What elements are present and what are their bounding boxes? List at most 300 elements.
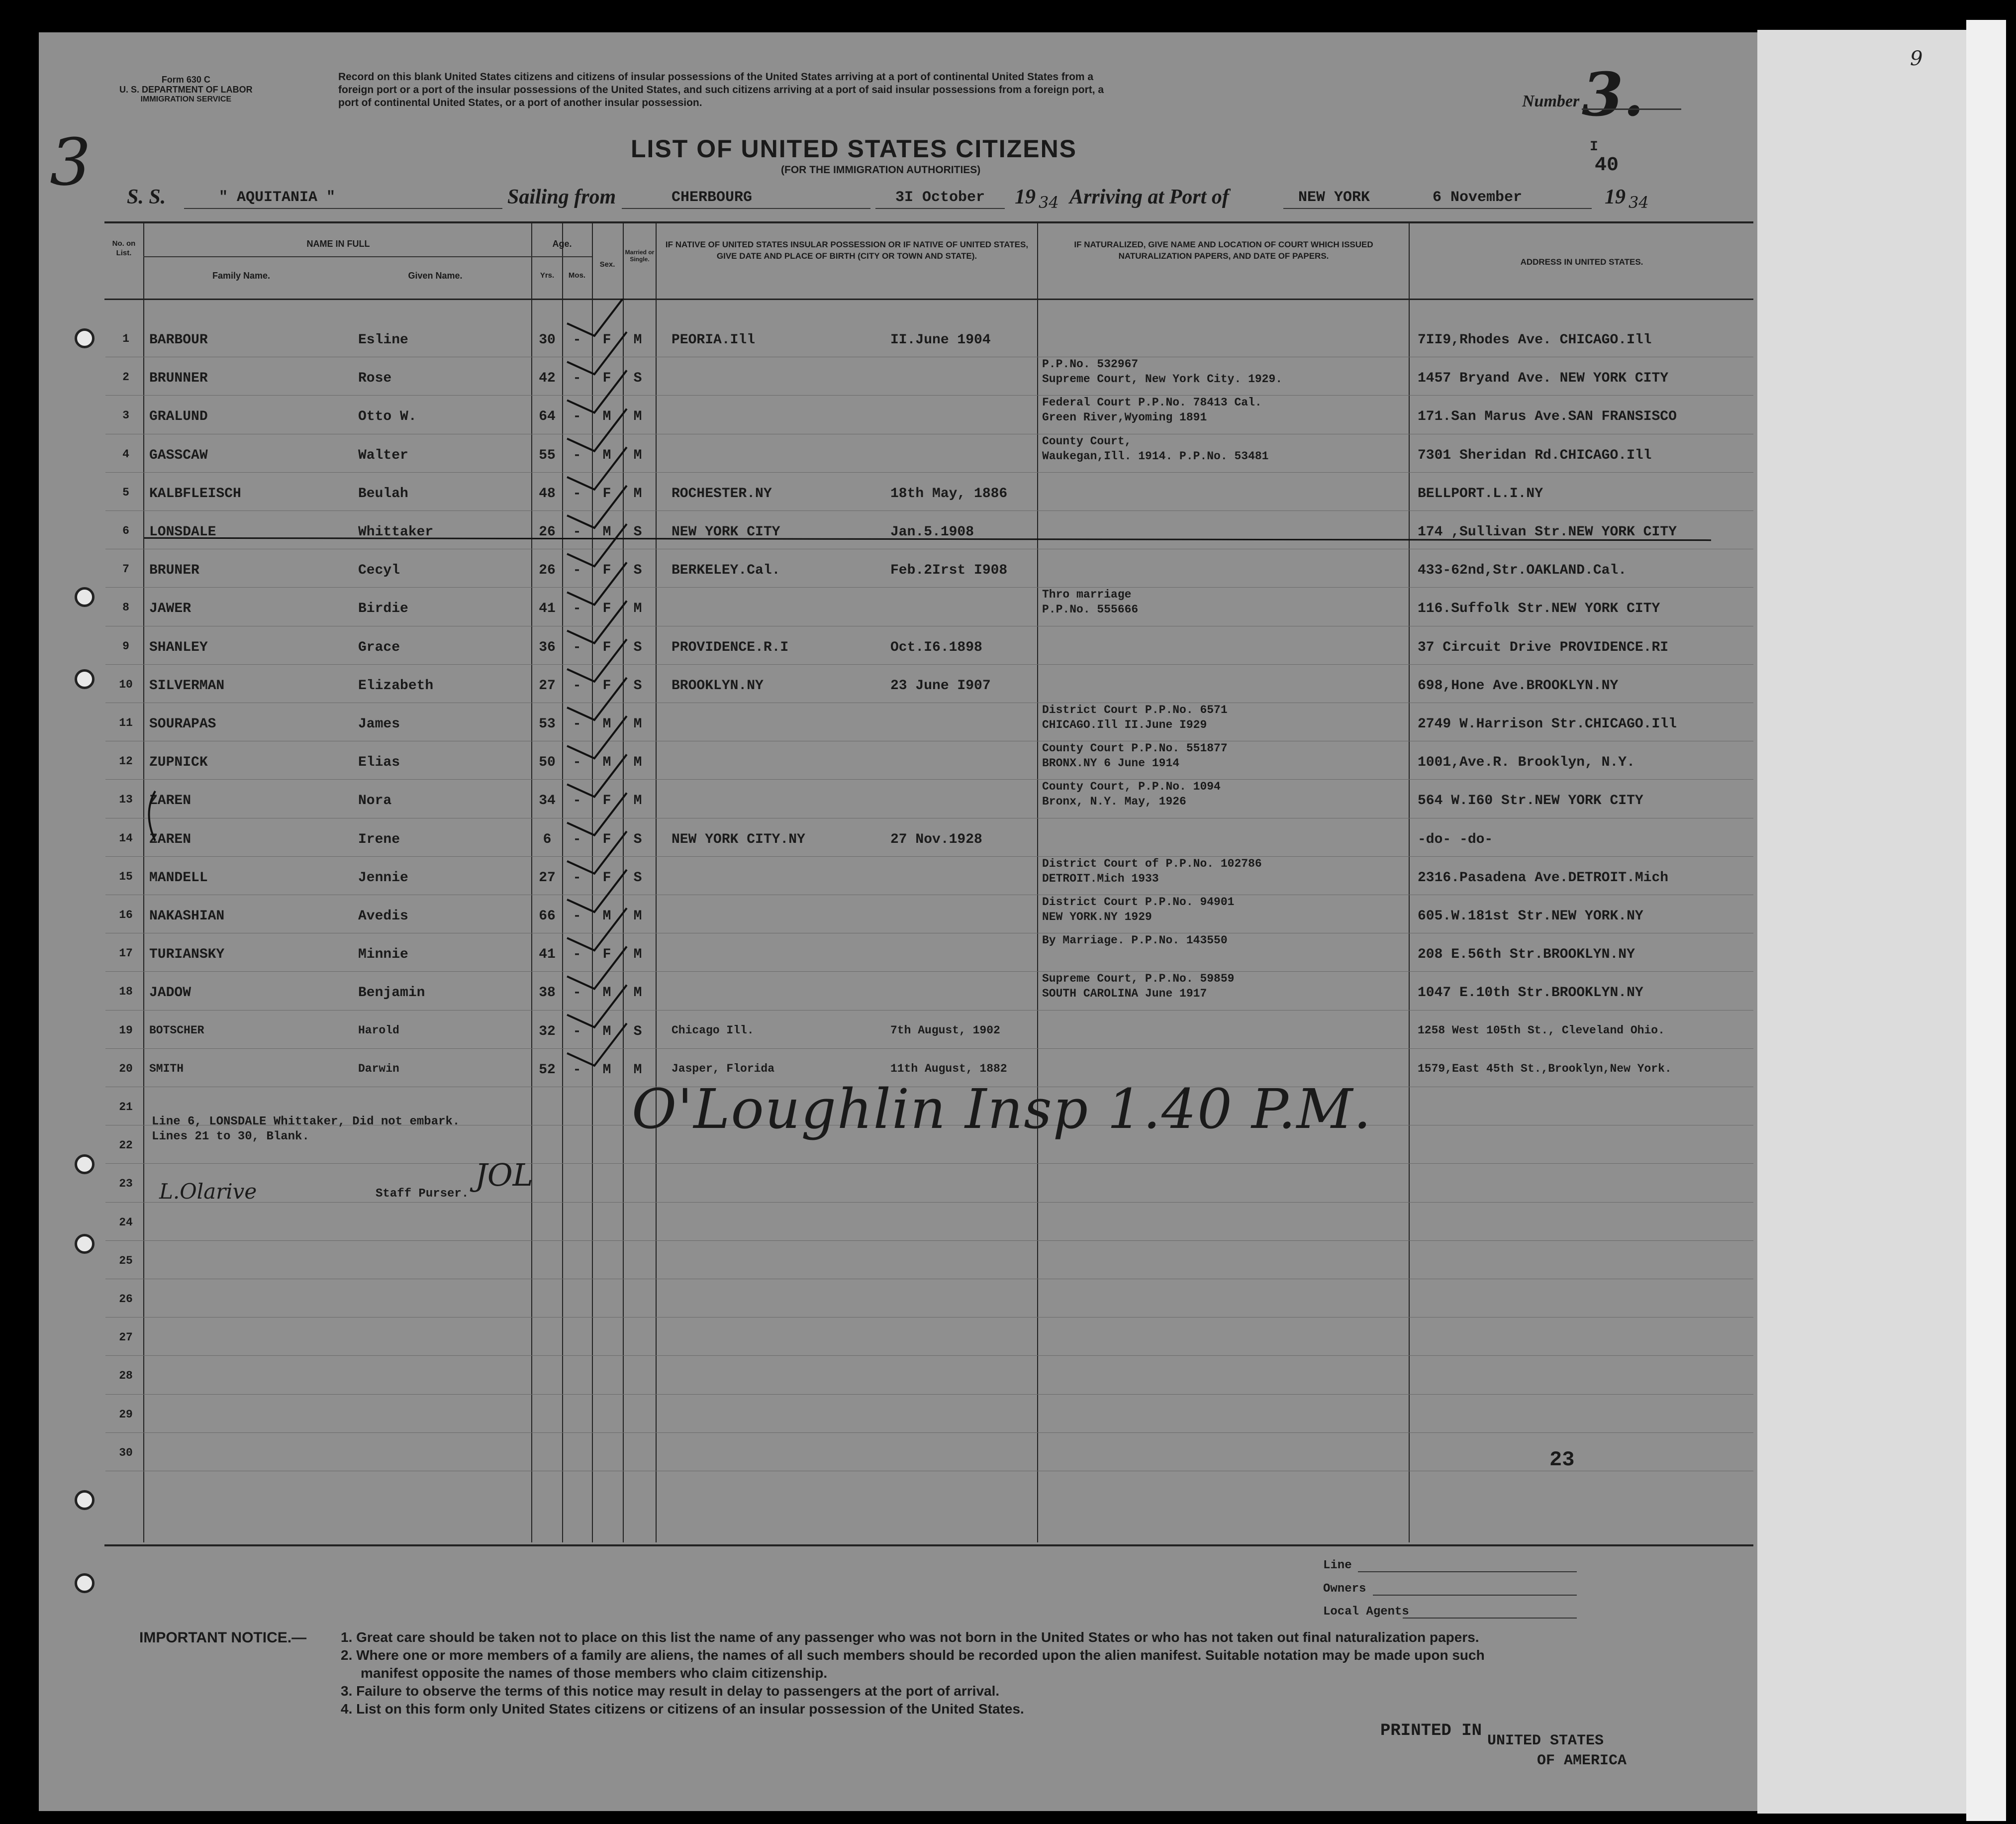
family-name: TURIANSKY [149,947,225,963]
birth-place: Jasper, Florida [672,1062,775,1075]
row-rule [105,587,1753,588]
row-number: 22 [119,1139,133,1152]
arrival-year: 34 [1629,193,1649,212]
family-name: SMITH [149,1062,184,1075]
age-months: - [573,793,581,809]
row-number: 23 [119,1177,133,1191]
marital-status: M [633,793,642,809]
sex: M [602,716,611,732]
sailing-year: 34 [1039,193,1059,212]
address: 1579,East 45th St.,Brooklyn,New York. [1418,1062,1672,1075]
sex: M [602,1023,611,1039]
page-ref-top: I [1590,139,1598,155]
address: 1001,Ave.R. Brooklyn, N.Y. [1418,755,1635,771]
from-underline [622,208,870,209]
sex: F [602,793,611,809]
notes-block [152,1115,460,1144]
row-rule [105,1163,1753,1164]
header-age: Age. [552,239,572,249]
address: 698,Hone Ave.BROOKLYN.NY [1418,678,1619,694]
sailing-date: 3I October [895,189,985,206]
naturalization-details: SOUTH CAROLINA June 1917 [1042,987,1207,1001]
row-number: 24 [119,1216,133,1229]
row-number: 20 [119,1062,133,1075]
column-rule [1409,221,1410,1542]
given-name: Darwin [358,1062,399,1075]
footer-agents-label: Local Agents [1323,1605,1409,1619]
family-name: ZUPNICK [149,755,208,771]
address: 208 E.56th Str.BROOKLYN.NY [1418,947,1635,963]
sailing-label: Sailing from [507,186,616,208]
age-years: 41 [539,947,556,963]
row-rule [105,1010,1753,1011]
marital-status: S [633,1023,642,1039]
tick-mark [567,370,627,412]
age-months: - [573,371,581,387]
marital-status: M [633,447,642,463]
marital-status: S [633,870,642,886]
arrival-port: NEW YORK [1298,189,1370,206]
sailing-from: CHERBOURG [672,189,753,206]
given-name: Beulah [358,486,408,502]
tick-mark [567,716,627,758]
family-name: SOURAPAS [149,716,216,732]
tick-mark [567,908,627,950]
age-months: - [573,1062,581,1078]
age-years: 52 [539,1062,556,1078]
row-number: 19 [119,1023,133,1037]
given-name: James [358,716,400,732]
sex: M [602,447,611,463]
birth-place: ROCHESTER.NY [672,486,772,502]
tick-mark [567,639,627,682]
row-number: 4 [122,447,129,461]
row-rule [105,1048,1753,1049]
given-name: Elizabeth [358,678,434,694]
age-years: 41 [539,601,556,617]
number-value: 3. [1582,60,1644,130]
family-name: GRALUND [149,409,208,425]
marital-status: S [633,563,642,579]
marital-status: M [633,486,642,502]
tick-mark [567,601,627,643]
row-number: 28 [119,1369,133,1383]
family-name: GASSCAW [149,447,208,463]
row-rule [105,510,1753,511]
page-subtitle: (FOR THE IMMIGRATION AUTHORITIES) [781,164,981,176]
age-months: - [573,524,581,540]
punch-hole [75,328,95,348]
age-months: - [573,447,581,463]
given-name: Nora [358,793,392,809]
naturalization-details: Waukegan,Ill. 1914. P.P.No. 53481 [1042,449,1269,463]
birth-date: 11th August, 1882 [890,1062,1007,1075]
agents-underline [1403,1618,1577,1619]
tick-mark [567,946,627,989]
given-name: Elias [358,755,400,771]
birth-place: Chicago Ill. [672,1023,754,1037]
tick-mark [567,299,627,336]
address: 174 ,Sullivan Str.NEW YORK CITY [1418,524,1677,540]
header-address: ADDRESS IN UNITED STATES. [1520,257,1643,267]
sex: M [602,409,611,425]
family-name: SILVERMAN [149,678,225,694]
age-months: - [573,755,581,771]
date-underline [875,208,1005,209]
family-name: JAWER [149,601,192,617]
given-name: Grace [358,639,400,655]
naturalization-court: By Marriage. P.P.No. 143550 [1042,934,1228,947]
line-underline [1358,1571,1577,1572]
birth-place: BROOKLYN.NY [672,678,764,694]
naturalization-details: Green River,Wyoming 1891 [1042,411,1207,424]
row-number: 9 [122,639,129,653]
address: 7301 Sheridan Rd.CHICAGO.Ill [1418,447,1652,463]
notice-label: IMPORTANT NOTICE.— [139,1629,307,1646]
notice-1: 1. Great care should be taken not to place on this list the name of any passenger who was not born in the United States or who has not taken out final naturalization papers. [341,1629,1479,1645]
sex: M [602,985,611,1001]
punch-hole [75,587,95,607]
printed-in: PRINTED IN [1380,1722,1482,1740]
marital-status: S [633,639,642,655]
punch-hole [75,1234,95,1254]
age-years: 50 [539,755,556,771]
row-number: 25 [119,1254,133,1267]
naturalization-court: District Court P.P.No. 6571 [1042,704,1228,716]
naturalization-court: Thro marriage [1042,588,1132,602]
row-rule [105,395,1753,396]
row-rule [105,472,1753,473]
given-name: Cecyl [358,563,400,579]
family-name: BRUNER [149,563,199,579]
row-number: 10 [119,678,133,691]
sex: M [602,524,611,540]
row-number: 2 [122,371,129,384]
naturalization-details: CHICAGO.Ill II.June I929 [1042,718,1207,731]
form-service: IMMIGRATION SERVICE [140,95,232,103]
marital-status: S [633,524,642,540]
birth-date: II.June 1904 [890,332,991,348]
header-family: Family Name. [212,271,271,281]
given-name: Rose [358,371,392,387]
port-underline [1283,208,1592,209]
sex: F [602,486,611,502]
family-name: MANDELL [149,870,208,886]
family-bracket [140,789,160,843]
row-number: 5 [122,486,129,499]
row-number: 3 [122,409,129,422]
punch-hole [75,1154,95,1174]
tick-mark [567,831,627,874]
row-number: 11 [119,716,133,729]
marital-status: M [633,409,642,425]
given-name: Birdie [358,601,408,617]
header-naturalized: IF NATURALIZED, GIVE NAME AND LOCATION OF COURT WHICH ISSUED NATURALIZATION PAPERS, AND DATE OF PAPERS. [1074,240,1373,261]
page-title: LIST OF UNITED STATES CITIZENS [631,135,1077,163]
printed-of-america: OF AMERICA [1537,1752,1627,1769]
header-mos: Mos. [568,271,586,280]
marital-status: M [633,755,642,771]
inspector-signature: O'Loughlin Insp 1.40 P.M. [632,1077,1372,1141]
age-months: - [573,409,581,425]
age-months: - [573,678,581,694]
tick-mark [567,793,627,835]
column-rule [1037,221,1038,1542]
sex: F [602,831,611,847]
record-instructions [338,71,1104,109]
age-months: - [573,831,581,847]
naturalization-court: Supreme Court, P.P.No. 59859 [1042,972,1235,986]
address: 37 Circuit Drive PROVIDENCE.RI [1418,639,1669,655]
age-years: 55 [539,447,556,463]
family-name: JADOW [149,985,192,1001]
sex: F [602,563,611,579]
row-rule [105,1240,1753,1241]
family-name: KALBFLEISCH [149,486,241,502]
sex: F [602,639,611,655]
marital-status: M [633,332,642,348]
given-name: Jennie [358,870,408,886]
family-name: NAKASHIAN [149,909,225,924]
tick-mark [567,985,627,1027]
record-line: port of continental United States, or a port of another insular possession. [338,97,702,108]
age-months: - [573,332,581,348]
sex: M [602,755,611,771]
birth-place: PEORIA.Ill [672,332,756,348]
age-months: - [573,563,581,579]
address: -do- -do- [1418,831,1493,847]
row-number: 30 [119,1446,133,1459]
purser-initials: JOL [475,1157,533,1193]
row-number: 21 [119,1101,133,1114]
given-name: Irene [358,831,400,847]
tick-mark [567,678,627,720]
address: 433-62nd,Str.OAKLAND.Cal. [1418,563,1627,579]
form-id-block [119,75,253,104]
naturalization-details: NEW YORK.NY 1929 [1042,911,1152,923]
page-count: 23 [1549,1448,1575,1472]
marital-status: M [633,1062,642,1078]
family-name: ZAREN [149,831,192,847]
header-rule [104,299,1753,300]
age-months: - [573,601,581,617]
notice-2a: 2. Where one or more members of a family are aliens, the names of all such members should be recorded upon the alien manifest. Suitable notation may be made upon such [341,1647,1485,1663]
birth-place: NEW YORK CITY [672,524,780,540]
note-blank: Lines 21 to 30, Blank. [152,1130,309,1143]
family-name: BOTSCHER [149,1023,204,1037]
age-months: - [573,716,581,732]
age-years: 30 [539,332,556,348]
naturalization-court: District Court P.P.No. 94901 [1042,896,1235,909]
marital-status: M [633,601,642,617]
row-number: 12 [119,755,133,768]
marital-status: M [633,909,642,924]
row-number: 16 [119,909,133,921]
name-subrule [143,256,532,257]
age-years: 6 [543,831,552,847]
age-years: 53 [539,716,556,732]
given-name: Harold [358,1023,399,1037]
given-name: Otto W. [358,409,417,425]
ss-label: S. S. [127,186,166,208]
given-name: Whittaker [358,524,434,540]
address: 1258 West 105th St., Cleveland Ohio. [1418,1023,1665,1037]
age-months: - [573,909,581,924]
page-ref: 40 [1595,154,1619,177]
age-months: - [573,947,581,963]
given-name: Minnie [358,947,408,963]
check-marks [547,299,696,1075]
naturalization-details: Supreme Court, New York City. 1929. [1042,373,1283,386]
address: BELLPORT.L.I.NY [1418,486,1543,502]
age-months: - [573,870,581,886]
family-name: ZAREN [149,793,192,809]
sex: F [602,947,611,963]
address: 1047 E.10th Str.BROOKLYN.NY [1418,985,1643,1001]
sailing-year-label: 19 [1015,186,1036,208]
naturalization-details: P.P.No. 555666 [1042,603,1139,616]
marital-status: S [633,678,642,694]
birth-date: Oct.I6.1898 [890,639,982,655]
age-years: 48 [539,486,556,502]
birth-date: 23 June I907 [890,678,991,694]
row-number: 18 [119,985,133,999]
given-name: Avedis [358,909,408,924]
age-years: 26 [539,563,556,579]
marital-status: M [633,716,642,732]
printed-united-states: UNITED STATES [1487,1732,1604,1749]
age-years: 36 [539,639,556,655]
age-years: 64 [539,409,556,425]
age-months: - [573,639,581,655]
row-number: 15 [119,870,133,883]
header-sex: Sex. [599,260,615,269]
row-number: 26 [119,1293,133,1306]
footer-owners-label: Owners [1323,1582,1366,1596]
naturalization-court: District Court of P.P.No. 102786 [1042,857,1262,870]
punch-hole [75,1490,95,1510]
age-years: 26 [539,524,556,540]
naturalization-details: BRONX.NY 6 June 1914 [1042,757,1180,770]
marital-status: S [633,371,642,387]
form-dept: U. S. DEPARTMENT OF LABOR [119,85,253,95]
arrival-date: 6 November [1433,189,1523,206]
row-rule [105,1355,1753,1356]
owners-underline [1373,1595,1577,1596]
footer-line-label: Line [1323,1559,1352,1572]
tick-mark [567,486,627,528]
row-rule [105,664,1753,665]
record-line: foreign port or a port of the insular possessions of the United States, and such citizens arriving at a port of said insular possessions from a foreign port, a [338,84,1104,96]
birth-place: BERKELEY.Cal. [672,563,780,579]
purser-signature: L.Olarive [159,1179,257,1204]
sex: M [602,1062,611,1078]
notice-4: 4. List on this form only United States citizens or citizens of an insular possession of the United States. [341,1701,1024,1717]
number-label: Number [1522,92,1580,110]
number-underline [1582,108,1681,110]
age-years: 66 [539,909,556,924]
age-years: 34 [539,793,556,809]
corner-mark: 9 [1910,47,1923,70]
record-line: Record on this blank United States citizens and citizens of insular possessions of the United States arriving at a port of continental United States from a [338,71,1094,83]
header-name-in-full: NAME IN FULL [306,239,370,249]
row-rule [105,1394,1753,1395]
naturalization-details: Bronx, N.Y. May, 1926 [1042,795,1186,809]
row-number: 29 [119,1408,133,1421]
age-months: - [573,985,581,1001]
age-months: - [573,486,581,502]
age-years: 32 [539,1023,556,1039]
given-name: Benjamin [358,985,425,1001]
age-subrule [531,256,592,257]
note-line6: Line 6, LONSDALE Whittaker, Did not embark. [152,1115,460,1128]
tick-mark [567,447,627,490]
family-name: BRUNNER [149,371,208,387]
address: 171.San Marus Ave.SAN FRANSISCO [1418,409,1677,425]
row-number: 7 [122,563,129,576]
row-number: 6 [122,524,129,537]
sex: F [602,371,611,387]
arriving-label: Arriving at Port of [1069,186,1229,208]
birth-place: PROVIDENCE.R.I [672,639,789,655]
sex: M [602,909,611,924]
sex: F [602,870,611,886]
birth-date: Jan.5.1908 [890,524,974,540]
naturalization-court: County Court, [1042,434,1132,448]
row-number: 8 [122,601,129,614]
arrival-year-label: 19 [1605,186,1626,208]
tick-mark [567,870,627,912]
ship-name: " AQUITANIA " [219,189,336,206]
age-years: 27 [539,678,556,694]
tick-mark [567,409,627,451]
staff-purser-label: Staff Purser. [376,1187,469,1201]
row-rule [105,856,1753,857]
family-name: LONSDALE [149,524,216,540]
age-years: 42 [539,371,556,387]
notice-3: 3. Failure to observe the terms of this notice may result in delay to passengers at the port of arrival. [341,1683,1000,1699]
address: 116.Suffolk Str.NEW YORK CITY [1418,601,1660,617]
age-months: - [573,1023,581,1039]
address: 2749 W.Harrison Str.CHICAGO.Ill [1418,716,1677,732]
tick-mark [567,562,627,605]
birth-date: 27 Nov.1928 [890,831,982,847]
address: 605.W.181st Str.NEW YORK.NY [1418,909,1643,924]
sex: F [602,332,611,348]
row-rule [105,1432,1753,1433]
row-number: 1 [122,332,129,345]
tick-mark [567,332,627,374]
given-name: Walter [358,447,408,463]
birth-date: 7th August, 1902 [890,1023,1000,1037]
birth-date: 18th May, 1886 [890,486,1008,502]
age-years: 38 [539,985,556,1001]
notice-2b: manifest opposite the names of those members who claim citizenship. [361,1665,828,1681]
row-number: 27 [119,1331,133,1344]
header-no: No. on List. [112,239,136,257]
family-name: SHANLEY [149,639,208,655]
form-number: Form 630 C [161,75,210,85]
naturalization-court: County Court, P.P.No. 1094 [1042,780,1221,794]
naturalization-details: DETROIT.Mich 1933 [1042,872,1159,885]
header-given: Given Name. [408,271,463,281]
margin-mark: 3 [50,124,91,200]
row-rule [105,779,1753,780]
age-years: 27 [539,870,556,886]
punch-hole [75,669,95,689]
address: 2316.Pasadena Ave.DETROIT.Mich [1418,870,1669,886]
row-number: 17 [119,947,133,960]
